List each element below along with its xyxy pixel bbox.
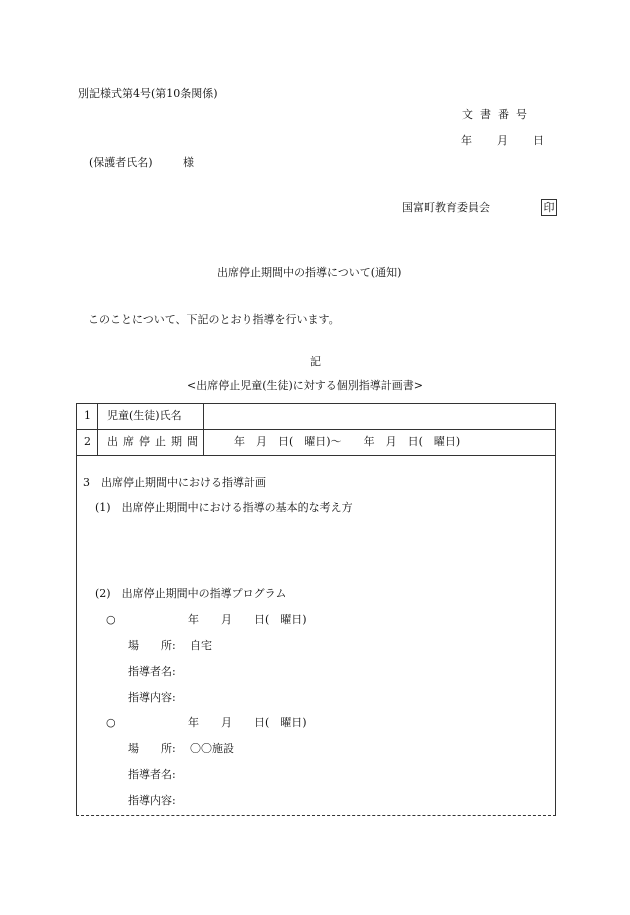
entry-date: 年 月 日( 曜日) [188, 716, 307, 729]
table-divider-1 [76, 429, 556, 430]
date-day-label: 日 [533, 134, 544, 147]
guardian-name-label: (保護者氏名) [89, 156, 153, 169]
entry-marker: ○ [106, 613, 116, 626]
row-number: 2 [84, 435, 91, 448]
suspension-period-value: 年 月 日( 曜日)〜 年 月 日( 曜日) [234, 435, 461, 448]
content-label: 指導内容: [128, 691, 176, 704]
date-year-label: 年 [461, 134, 472, 147]
date-month-label: 月 [497, 134, 508, 147]
place-label: 場 所: [128, 742, 176, 755]
student-name-label: 児童(生徒)氏名 [107, 409, 182, 422]
ki-heading: 記 [310, 355, 321, 368]
table-border-bottom-dashed [76, 815, 556, 816]
plan-table [76, 403, 556, 816]
instructor-label: 指導者名: [128, 665, 176, 678]
table-border-left [76, 403, 77, 816]
place-value: 〇〇施設 [190, 742, 234, 755]
table-border-top [76, 403, 556, 404]
program-heading: (2) 出席停止期間中の指導プログラム [95, 587, 287, 600]
place-value: 自宅 [190, 639, 212, 652]
document-number-label: 文書番号 [462, 108, 534, 121]
table-border-right [555, 403, 556, 816]
section3-heading: 3 出席停止期間中における指導計画 [83, 476, 266, 489]
basic-policy-heading: (1) 出席停止期間中における指導の基本的な考え方 [95, 501, 353, 514]
entry-marker: ○ [106, 716, 116, 729]
place-label: 場 所: [128, 639, 176, 652]
entry-date: 年 月 日( 曜日) [188, 613, 307, 626]
table-divider-2 [76, 455, 556, 456]
table-col-divider-2 [203, 403, 204, 455]
plan-subtitle: <出席停止児童(生徒)に対する個別指導計画書> [187, 379, 424, 392]
content-label: 指導内容: [128, 794, 176, 807]
form-reference: 別記様式第4号(第10条関係) [78, 87, 218, 100]
table-col-divider-1 [97, 403, 98, 455]
honorific: 様 [183, 156, 194, 169]
intro-text: このことについて、下記のとおり指導を行います。 [88, 313, 340, 326]
instructor-label: 指導者名: [128, 768, 176, 781]
row-number: 1 [84, 409, 91, 422]
notice-title: 出席停止期間中の指導について(通知) [217, 266, 402, 279]
sender-name: 国富町教育委員会 [402, 201, 490, 214]
seal-stamp: 印 [541, 199, 557, 216]
suspension-period-label: 出席停止期間 [107, 435, 203, 448]
